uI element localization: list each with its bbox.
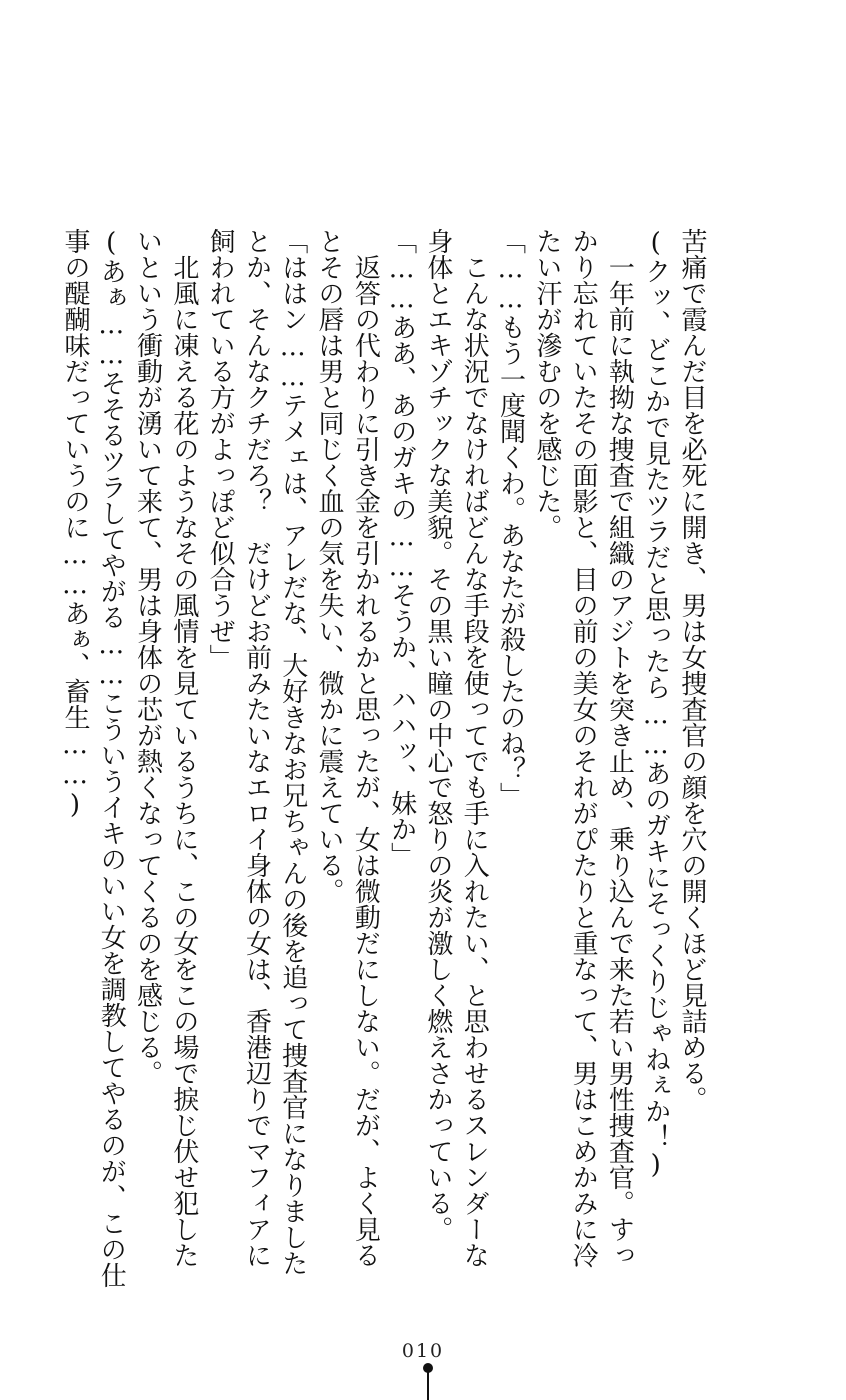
text-line: とその唇は男と同じく血の気を失い、微かに震えている。 bbox=[314, 228, 345, 904]
text-line: 一年前に執拗な捜査で組織のアジトを突き止め、乗り込んで来た若い男性捜査官。すっ bbox=[604, 228, 635, 1268]
text-line: 返答の代わりに引き金を引かれるかと思ったが、女は微動だにしない。だが、よく見る bbox=[350, 228, 381, 1268]
text-line: 「ははン……テメェは、アレだな、大好きなお兄ちゃんの後を追って捜査官になりました bbox=[277, 228, 308, 1276]
text-line: たい汗が滲むのを感じた。 bbox=[531, 228, 562, 540]
text-line: (あぁ……そそるツラしてやがる……こういうイキのいい女を調教してやるのが、この仕 bbox=[96, 228, 127, 1288]
text-line: かり忘れていたその面影と、目の前の美女のそれがぴたりと重なって、男はこめかみに冷 bbox=[568, 228, 599, 1268]
page-number: 010 bbox=[401, 1340, 445, 1362]
text-line: こんな状況でなければどんな手段を使ってでも手に入れたい、と思わせるスレンダーな bbox=[459, 228, 490, 1268]
body-text bbox=[57, 228, 710, 1288]
text-line: 北風に凍える花のようなその風情を見ているうちに、この女をこの場で捩じ伏せ犯した bbox=[168, 228, 199, 1268]
text-line: (クッ、どこかで見たツラだと思ったら……あのガキにそっくりじゃねぇか！) bbox=[640, 228, 671, 1180]
text-line: 「……もう一度聞くわ。あなたが殺したのね？」 bbox=[495, 228, 526, 808]
text-line: いという衝動が湧いて来て、男は身体の芯が熱くなってくるのを感じる。 bbox=[132, 228, 163, 1086]
page-marker-line bbox=[427, 1372, 429, 1400]
text-line: とか、そんなクチだろ？ だけどお前みたいなエロイ身体の女は、香港辺りでマフィアに bbox=[241, 228, 272, 1268]
text-line: 飼われている方がよっぽど似合うぜ」 bbox=[205, 228, 236, 670]
text-line: 苦痛で霞んだ目を必死に開き、男は女捜査官の顔を穴の開くほど見詰める。 bbox=[677, 228, 707, 1112]
text-line: 身体とエキゾチックな美貌。その黒い瞳の中心で怒りの炎が激しく燃えさかっている。 bbox=[422, 228, 453, 1242]
text-line: 「……ああ、あのガキの……そうか、ハハッ、妹か」 bbox=[386, 228, 417, 868]
text-line: 事の醍醐味だっていうのに……あぁ、畜生……) bbox=[59, 228, 90, 820]
